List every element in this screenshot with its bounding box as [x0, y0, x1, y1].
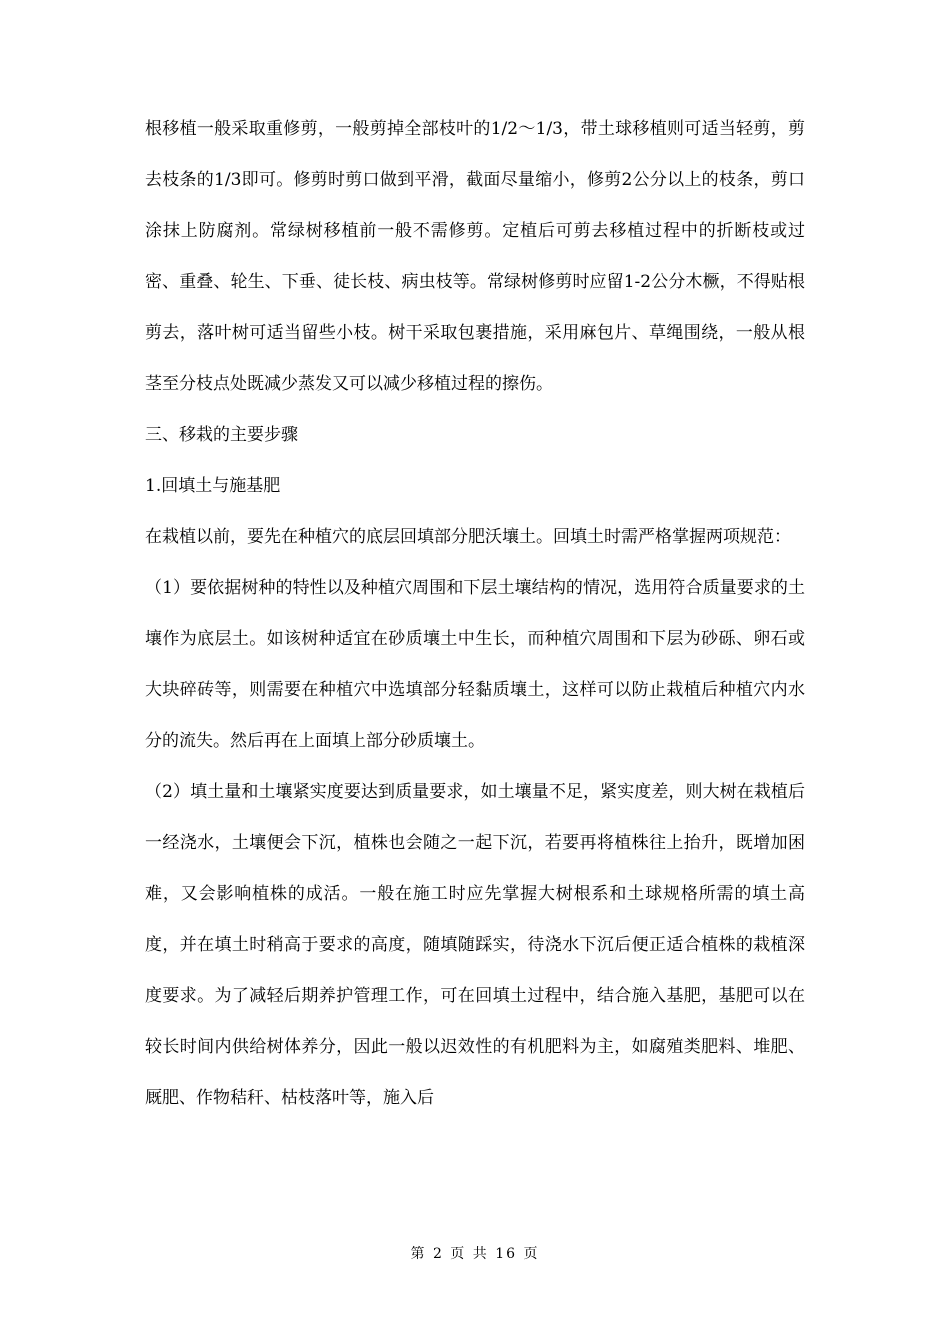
paragraph-backfill-intro: 在栽植以前，要先在种植穴的底层回填部分肥沃壤土。回填土时需严格掌握两项规范： [145, 527, 791, 547]
paragraph-pruning: 根移植一般采取重修剪，一般剪掉全部枝叶的1/2～1/3，带土球移植则可适当轻剪，剪去枝条的1/3即可。修剪时剪口做到平滑，截面尽量缩小，修剪2公分以上的枝条，剪口涂抹上防腐剂。常绿树移植前一般不需修剪。定植后可剪去移植过程中的折断枝或过密、重叠、轮生、下垂、徒长枝、病虫枝等。常绿树修剪时应留1-2公分木橛，不得贴根剪去，落叶树可适当留些小枝。树干采取包裹措施，采用麻包片、草绳围绕，一般从根茎至分枝点处既减少蒸发又可以减少移植过程的擦伤。 [145, 119, 805, 394]
paragraph-rule-1: （1）要依据树种的特性以及种植穴周围和下层土壤结构的情况，选用符合质量要求的土壤作为底层土。如该树种适宜在砂质壤土中生长，而种植穴周围和下层为砂砾、卵石或大块碎砖等，则需要在种植穴中选填部分轻黏质壤土，这样可以防止栽植后种植穴内水分的流失。然后再在上面填上部分砂质壤土。 [145, 578, 805, 751]
paragraph-rule-2: （2）填土量和土壤紧实度要达到质量要求，如土壤量不足，紧实度差，则大树在栽植后一经浇水，土壤便会下沉，植株也会随之一起下沉，若要再将植株往上抬升，既增加困难，又会影响植株的成活。一般在施工时应先掌握大树根系和土球规格所需的填土高度，并在填土时稍高于要求的高度，随填随踩实，待浇水下沉后便正适合植株的栽植深度要求。为了减轻后期养护管理工作，可在回填土过程中，结合施入基肥，基肥可以在较长时间内供给树体养分，因此一般以迟效性的有机肥料为主，如腐殖类肥料、堆肥、厩肥、作物秸秆、枯枝落叶等，施入后 [145, 782, 805, 1108]
page-number-footer: 第 2 页 共 16 页 [410, 1246, 540, 1262]
section-heading: 三、移栽的主要步骤 [145, 425, 298, 445]
subsection-heading: 1.回填土与施基肥 [145, 476, 281, 496]
document-body [145, 104, 805, 1124]
